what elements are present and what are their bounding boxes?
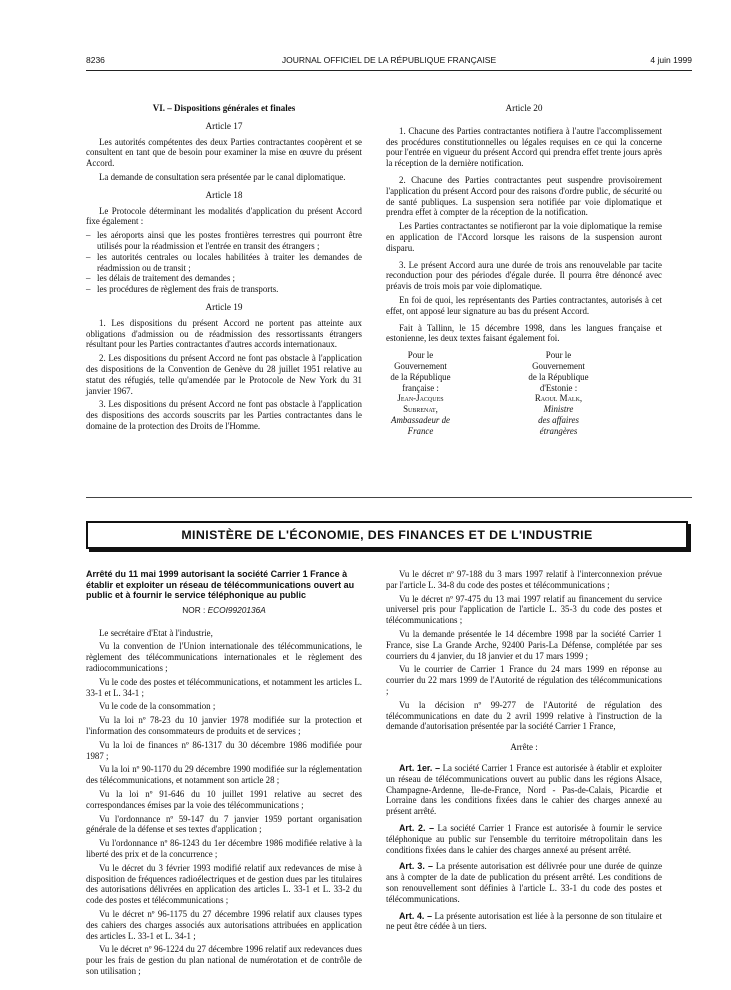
section-title: VI. – Dispositions générales et finales <box>152 103 296 113</box>
signature-france: Pour le Gouvernement de la République française : Jean-Jacques Subrenat, Ambassadeur de France <box>386 350 524 436</box>
article-19-paragraph: 3. Les dispositions du présent Accord ne font pas obstacle à l'application des dispositions des accords souscrits par les Parties contractantes dans le domaine de la protection des Droits de l'Homme. <box>86 399 362 431</box>
arrete-label: Arrête : <box>510 742 538 753</box>
list-item: – les délais de traitement des demandes ; <box>86 273 236 284</box>
article-20-paragraph: 2. Chacune des Parties contractantes peut suspendre provisoirement l'application du présent Accord pour des raisons d'ordre public, de sécurité ou de santé publiques. La suspension sera notifiée par voie diplomatique et prendra effet à compter de la réception de la notification. <box>386 174 662 218</box>
arrete-paragraph: Vu la demande présentée le 14 décembre 1998 par la société Carrier 1 France, sise La Grande Arche, 92400 Paris-La Défense, complétée par ses courriers du 4 janvier, du 18 janvier et du 17 mars 1999 ; <box>386 628 662 661</box>
article-20-paragraph: Les Parties contractantes se notifieront par la voie diplomatique la remise en application de l'Accord lorsque les raisons de la suspension auront disparu. <box>386 221 662 253</box>
article-18-title: Article 18 <box>205 189 243 200</box>
arrete-article: Art. 1er. – La société Carrier 1 France est autorisée à établir et exploiter un réseau de télécommunications ouvert au public dans les régions Alsace, Champagne-Ardenne, Ile-de-France, Nord - Pas-de-Calais, Picardie et Lorraine dans les conditions fixées dans le cahier des charges annexé au présent arrêté. <box>386 762 663 817</box>
arrete-paragraph: Vu le courrier de Carrier 1 France du 24 mars 1999 en réponse au courrier du 22 mars 1999 de l'Autorité de régulation des télécommunications ; <box>386 664 662 696</box>
arrete-title: Arrêté du 11 mai 1999 autorisant la société Carrier 1 France à établir et exploiter un réseau de télécommunications ouvert au public et à fournir le service téléphonique au public <box>86 569 355 601</box>
arrete-paragraph: Vu la loi nº 78-23 du 10 janvier 1978 modifiée sur la protection et l'information des consommateurs de produits et de services ; <box>86 715 362 736</box>
arrete-paragraph: Le secrétaire d'Etat à l'industrie, <box>99 627 213 638</box>
arrete-paragraph: Vu le décret nº 96-1175 du 27 décembre 1996 relatif aux clauses types des cahiers des charges associés aux autorisations attribuées en application des articles L. 33-1 et L. 34-1 ; <box>86 908 362 941</box>
article-20-paragraph: 1. Chacune des Parties contractantes notifiera à l'autre l'accomplissement des procédures constitutionnelles ou légales requises en ce qui la concerne pour l'entrée en vigueur du présent Accord qui prendra effet trente jours après la réception de la dernière notification. <box>386 125 662 169</box>
journal-title: JOURNAL OFFICIEL DE LA RÉPUBLIQUE FRANÇAISE <box>281 55 497 65</box>
issue-date: 4 juin 1999 <box>650 55 692 65</box>
list-item: – les procédures de règlement des frais de transports. <box>86 284 279 295</box>
running-header <box>86 55 692 69</box>
ministry-banner: MINISTÈRE DE L'ÉCONOMIE, DES FINANCES ET DE L'INDUSTRIE <box>86 521 688 549</box>
arrete-paragraph: Vu le décret nº 96-1224 du 27 décembre 1996 relatif aux redevances dues pour les frais de gestion du plan national de numérotation et de contrôle de son utilisation ; <box>86 944 362 976</box>
list-item: – les aéroports ainsi que les postes frontières terrestres qui pourront être utilisés pour la réadmission et l'entrée en transit des étrangers ; <box>86 230 362 251</box>
arrete-paragraph: Vu l'ordonnance nº 86-1243 du 1er décembre 1986 modifiée relative à la liberté des prix et de la concurrence ; <box>86 838 362 859</box>
right-column-bottom <box>386 569 662 935</box>
article-19-title: Article 19 <box>205 301 243 312</box>
nor-reference: NOR : ECOI9920136A <box>182 604 266 615</box>
signatory-role: des affaires étrangères <box>538 414 579 436</box>
article-20-paragraph: Fait à Tallinn, le 15 décembre 1998, dans les langues française et estonienne, les deux textes faisant également foi. <box>386 322 662 344</box>
arrete-paragraph: Vu le code des postes et télécommunications, et notamment les articles L. 33-1 et L. 34-1 ; <box>86 676 362 698</box>
article-20-paragraph: En foi de quoi, les représentants des Parties contractantes, autorisés à cet effet, ont apposé leur signature au bas du présent Accord. <box>386 294 662 316</box>
signatory-role: Ambassadeur de France <box>391 414 450 436</box>
arrete-article: Art. 3. – La présente autorisation est délivrée pour une durée de quinze ans à compter de la date de publication du présent arrêté. Les conditions de son renouvellement sont définies à l'article L. 33-1 du code des postes et télécommunications. <box>386 861 663 904</box>
article-19-paragraph: 1. Les dispositions du présent Accord ne portent pas atteinte aux obligations d'admission ou de réadmission des ressortissants étrangers résultant pour les Parties contractantes d'autres accords internationaux. <box>86 317 362 350</box>
arrete-paragraph: Vu la convention de l'Union internationale des télécommunications, le règlement des télécommunications internationales et le règlement des radiocommunications ; <box>86 641 362 673</box>
article-18-list <box>86 230 362 295</box>
nor-code: ECOI9920136A <box>207 604 266 615</box>
arrete-paragraph: Vu la loi de finances nº 86-1317 du 30 décembre 1986 modifiée pour 1987 ; <box>86 739 362 761</box>
article-20-paragraph: 3. Le présent Accord aura une durée de trois ans renouvelable par tacite reconduction pour des périodes d'égale durée. Il pourra être dénoncé avec préavis de trois mois par voie diplomatique. <box>386 259 662 292</box>
signatory-name: Jean-Jacques Subrenat, <box>397 393 444 415</box>
arrete-paragraph: Vu le décret du 3 février 1993 modifié relatif aux redevances de mise à disposition de fréquences radioélectriques et de gestion dues par les titulaires des autorisations délivrées en application des articles L. 33-1 et L. 33-2 du code des postes et télécommunications ; <box>86 862 362 906</box>
arrete-paragraph: Vu la décision nº 99-277 de l'Autorité de régulation des télécommunications en date du 2 avril 1999 relative à l'instruction de la demande d'autorisation présentée par la société Carrier 1 France, <box>386 699 662 732</box>
article-17-title: Article 17 <box>205 120 243 131</box>
header-rule <box>86 70 692 71</box>
arrete-paragraph: Vu le code de la consommation ; <box>99 701 216 712</box>
signature-estonia: Pour le Gouvernement de la République d'Estonie : Raoul Malk, Ministre des affaires étrangères <box>524 350 662 436</box>
arrete-article: Art. 2. – La société Carrier 1 France est autorisée à fournir le service téléphonique au public sur l'ensemble du territoire métropolitain dans les conditions fixées dans le cahier des charges annexé au présent arrêté. <box>386 822 662 855</box>
arrete-paragraph: Vu le décret nº 97-188 du 3 mars 1997 relatif à l'interconnexion prévue par l'article L. 34-8 du code des postes et télécommunications ; <box>386 569 662 590</box>
arrete-article: Art. 4. – La présente autorisation est liée à la personne de son titulaire et ne peut être cédée à un tiers. <box>386 910 662 932</box>
right-column-top <box>386 103 662 437</box>
article-17-paragraph: La demande de consultation sera présentée par le canal diplomatique. <box>99 171 346 182</box>
arrete-paragraph: Vu le décret nº 97-475 du 13 mai 1997 relatif au financement du service universel pris pour l'application de l'article L. 35-3 du code des postes et télécommunications ; <box>386 593 662 626</box>
section-separator <box>86 497 692 498</box>
left-column-top <box>86 103 362 435</box>
left-column-bottom <box>86 569 362 980</box>
signatory-role: Ministre <box>543 404 574 415</box>
signatory-name: Raoul Malk, <box>534 393 583 404</box>
page-number: 8236 <box>86 55 105 65</box>
list-item: – les autorités centrales ou locales habilitées à traiter les demandes de réadmission ou de transit ; <box>86 251 362 273</box>
article-17-paragraph: Les autorités compétentes des deux Parties contractantes coopèrent et se consultent en tant que de besoin pour examiner la mise en œuvre du présent Accord. <box>86 136 362 169</box>
arrete-paragraph: Vu l'ordonnance nº 59-147 du 7 janvier 1959 portant organisation générale de la défense et ses textes d'application ; <box>86 813 362 835</box>
arrete-paragraph: Vu la loi nº 91-646 du 10 juillet 1991 relative au secret des correspondances émises par la voie des télécommunications ; <box>86 788 362 810</box>
article-20-title: Article 20 <box>505 103 543 113</box>
signature-block <box>386 350 662 436</box>
arrete-paragraph: Vu la loi nº 90-1170 du 29 décembre 1990 modifiée sur la réglementation des télécommunications, et notamment son article 28 ; <box>86 764 362 786</box>
article-18-paragraph: Le Protocole déterminant les modalités d'application du présent Accord fixe également : <box>86 205 362 227</box>
article-19-paragraph: 2. Les dispositions du présent Accord ne font pas obstacle à l'application des dispositions de la Convention de Genève du 28 juillet 1951 relative au statut des réfugiés, telle qu'amendée par le Protocole de New York du 31 janvier 1967. <box>86 353 362 396</box>
